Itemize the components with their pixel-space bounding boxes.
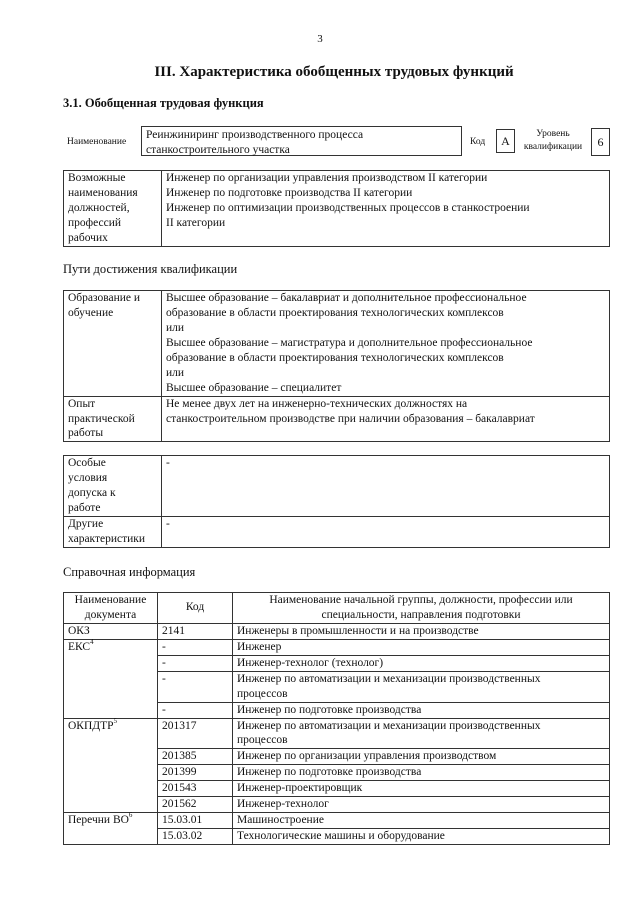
experience-label: [64, 396, 162, 442]
education-line: или: [166, 321, 185, 334]
footnote-mark: 4: [90, 637, 94, 646]
name-cell: [233, 718, 610, 749]
positions-row: [64, 171, 610, 247]
function-name-box: [141, 126, 462, 156]
positions-label: [64, 171, 162, 247]
name-cell: Инженер по подготовке производства: [233, 702, 610, 718]
qualification-table: [63, 290, 610, 442]
name-cell: Инженер: [233, 639, 610, 655]
code-cell: 201562: [158, 797, 233, 813]
name-cell: [233, 671, 610, 702]
education-line: образование в области проектирования технологических комплексов: [166, 306, 504, 319]
name-line: процессов: [237, 687, 288, 700]
positions-label-line: наименования: [68, 186, 138, 199]
experience-row: [64, 396, 610, 442]
education-line: Высшее образование – специалитет: [166, 381, 342, 394]
col-doc-header-line: Наименование: [74, 594, 147, 606]
experience-label-line: Опыт: [68, 397, 96, 410]
name-cell: Инженеры в промышленности и на производстве: [233, 623, 610, 639]
name-cell: Машиностроение: [233, 813, 610, 829]
admission-label-line: условия: [68, 471, 108, 484]
education-value: [162, 291, 610, 397]
footnote-mark: 5: [113, 716, 118, 725]
reference-header-row: [64, 593, 610, 624]
col-doc-header: [64, 593, 158, 624]
name-line: Инженер по автоматизации и механизации производственных: [237, 719, 541, 732]
doc-okpdtr-label: ОКПДТР: [68, 719, 114, 732]
code-cell: -: [158, 639, 233, 655]
name-line: Инженер по автоматизации и механизации производственных: [237, 672, 541, 685]
level-label-line1: Уровень: [536, 129, 570, 139]
col-code-header: Код: [158, 593, 233, 624]
education-label-line: Образование и: [68, 292, 141, 304]
education-label-line: обучение: [68, 306, 114, 319]
positions-label-line: профессий: [68, 216, 122, 229]
other-label-line: Другие: [68, 517, 104, 530]
other-label-line: характеристики: [68, 532, 146, 545]
table-row: [64, 623, 610, 639]
code-cell: 2141: [158, 623, 233, 639]
education-line: Высшее образование – бакалавриат и дополнительное профессиональное: [166, 292, 527, 304]
page-number: 3: [317, 33, 323, 45]
education-line: образование в области проектирования технологических комплексов: [166, 351, 504, 364]
code-cell: 201543: [158, 781, 233, 797]
other-label: [64, 516, 162, 547]
education-label: [64, 291, 162, 397]
doc-vo-label: Перечни ВО: [68, 814, 129, 827]
code-cell: 15.03.02: [158, 829, 233, 845]
education-row: [64, 291, 610, 397]
reference-table: [63, 592, 610, 845]
reference-caption: Справочная информация: [63, 565, 196, 579]
experience-label-line: работы: [68, 427, 104, 440]
function-name-line2: станкостроительного участка: [146, 143, 290, 156]
position-item: Инженер по оптимизации производственных процессов в станкостроении: [166, 201, 530, 214]
code-cell: 201385: [158, 749, 233, 765]
experience-label-line: практической: [68, 412, 135, 425]
code-cell: -: [158, 655, 233, 671]
positions-label-line: Возможные: [68, 172, 126, 184]
name-cell: Инженер-проектировщик: [233, 781, 610, 797]
doc-eks-label: ЕКС: [68, 640, 91, 653]
positions-table: [63, 170, 610, 247]
education-line: Высшее образование – магистратура и дополнительное профессиональное: [166, 336, 533, 349]
function-name-line1: Реинжиниринг производственного процесса: [146, 129, 364, 141]
experience-line: станкостроительном производстве при наличии образования – бакалавриат: [166, 412, 535, 425]
position-item: Инженер по организации управления производством II категории: [166, 172, 488, 184]
other-value: -: [162, 516, 610, 547]
code-cell: 15.03.01: [158, 813, 233, 829]
doc-eks: [64, 639, 158, 718]
code-cell: -: [158, 702, 233, 718]
position-item: II категории: [166, 216, 226, 229]
name-cell: Технологические машины и оборудование: [233, 829, 610, 845]
position-item: Инженер по подготовке производства II категории: [166, 186, 413, 199]
code-label: Код: [470, 137, 486, 147]
doc-okz: ОКЗ: [64, 623, 158, 639]
experience-value: [162, 396, 610, 442]
code-cell: 201399: [158, 765, 233, 781]
doc-vo: [64, 813, 158, 845]
subsection-title: 3.1. Обобщенная трудовая функция: [63, 96, 264, 110]
section-title: III. Характеристика обобщенных трудовых функций: [154, 64, 514, 80]
level-label-line2: квалификации: [523, 142, 583, 153]
table-row: [64, 718, 610, 749]
footnote-mark: 6: [128, 811, 133, 820]
admission-label-line: Особые: [68, 457, 106, 469]
table-row: [64, 639, 610, 655]
col-doc-header-line: документа: [84, 608, 137, 621]
col-name-header-line: Наименование начальной группы, должности, профессии или: [269, 594, 573, 606]
positions-label-line: рабочих: [68, 231, 108, 244]
name-label: Наименование: [67, 137, 127, 147]
col-name-header: [233, 593, 610, 624]
level-label: [519, 128, 587, 155]
code-cell: 201317: [158, 718, 233, 749]
doc-okpdtr: [64, 718, 158, 813]
education-line: или: [166, 366, 185, 379]
name-cell: Инженер по организации управления производством: [233, 749, 610, 765]
admission-label: [64, 456, 162, 517]
admission-label-line: допуска к: [68, 486, 116, 499]
name-line: процессов: [237, 734, 288, 747]
level-value-box: 6: [591, 128, 610, 156]
code-cell: -: [158, 671, 233, 702]
positions-label-line: должностей,: [68, 201, 130, 214]
name-cell: Инженер по подготовке производства: [233, 765, 610, 781]
positions-list: [162, 171, 610, 247]
other-row: [64, 516, 610, 547]
special-conditions-table: [63, 455, 610, 548]
name-cell: Инженер-технолог: [233, 797, 610, 813]
admission-row: [64, 456, 610, 517]
table-row: [64, 813, 610, 829]
name-cell: Инженер-технолог (технолог): [233, 655, 610, 671]
col-name-header-line: специальности, направления подготовки: [321, 608, 521, 621]
code-value-box: А: [496, 129, 515, 153]
experience-line: Не менее двух лет на инженерно-технических должностях на: [166, 397, 468, 410]
admission-label-line: работе: [68, 501, 101, 514]
qualification-paths-caption: Пути достижения квалификации: [63, 262, 238, 276]
admission-value: -: [162, 456, 610, 517]
